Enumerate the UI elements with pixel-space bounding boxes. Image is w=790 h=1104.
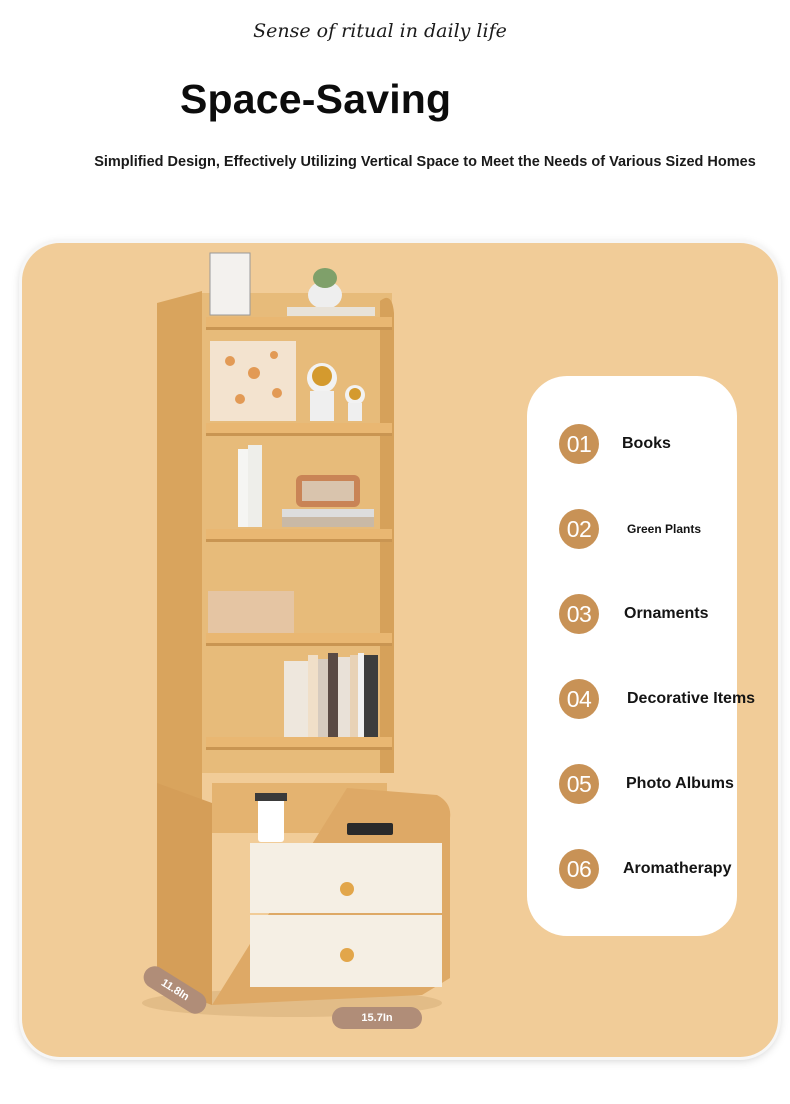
item-label: Ornaments <box>624 605 709 622</box>
item-label: Photo Albums <box>626 775 734 792</box>
width-dimension: 15.7In <box>332 1007 422 1029</box>
item-number: 06 <box>559 849 599 889</box>
page-title: Space-Saving <box>180 76 452 122</box>
item-label: Green Plants <box>627 522 702 536</box>
uses-card <box>527 376 756 936</box>
product-panel <box>22 243 778 1057</box>
depth-dimension: 11.8In <box>139 962 210 1018</box>
subtitle: Simplified Design, Effectively Utilizing Vertical Space to Meet the Needs of Various Sized Homes <box>94 154 756 170</box>
item-number: 04 <box>559 679 599 719</box>
item-label: Books <box>622 435 671 452</box>
item-number: 03 <box>559 594 599 634</box>
item-label: Aromatherapy <box>623 860 732 877</box>
item-number: 05 <box>559 764 599 804</box>
tagline: Sense of ritual in daily life <box>253 20 507 42</box>
bookshelf-illustration <box>122 243 542 1057</box>
item-number: 01 <box>559 424 599 464</box>
item-number: 02 <box>559 509 599 549</box>
item-label: Decorative Items <box>627 690 756 707</box>
